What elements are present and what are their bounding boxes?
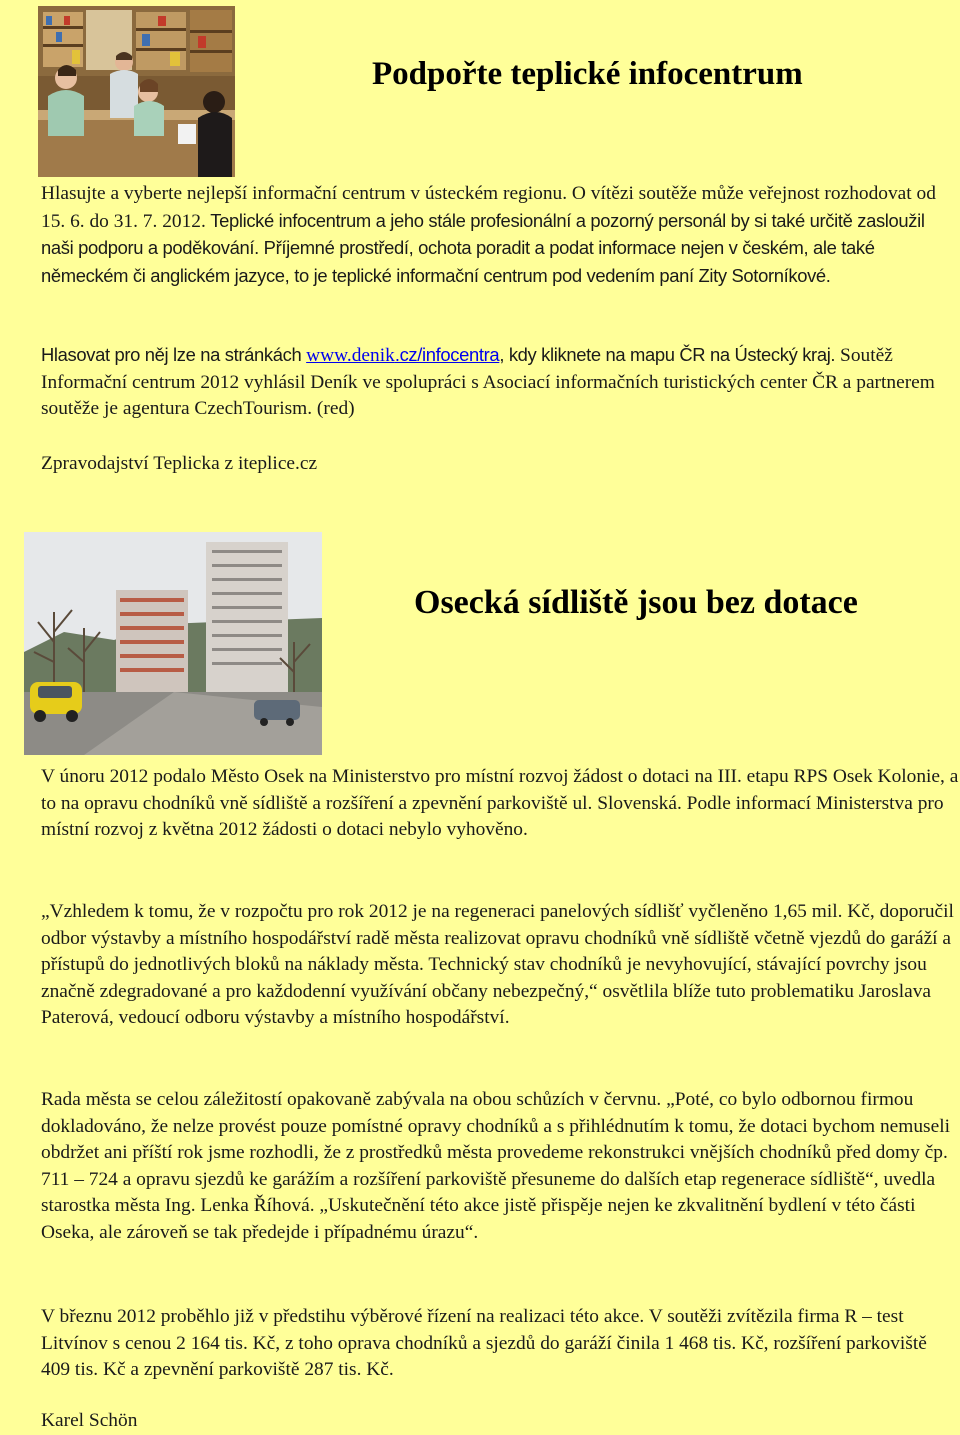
article-title: Osecká sídliště jsou bez dotace xyxy=(414,584,858,621)
article-paragraph: V březnu 2012 proběhlo již v předstihu výběrové řízení na realizaci této akce. V soutěži zvítězila firma R – test Litvínov s cenou 2 164 tis. Kč, z toho oprava chodníků a sjezdů do garáží činila 1 468 tis. Kč, rozšíření parkoviště 409 tis. Kč a zpevnění parkoviště 287 tis. Kč. xyxy=(41,1306,927,1381)
article-text: Hlasujte a vyberte nejlepší informační centrum v ústeckém regionu. O vítězi soutěže může veřejnost rozhodovat od 15. 6. do 31. 7. 2012. xyxy=(41,183,936,232)
article-text: Teplické infocentrum a jeho stále profesionální a pozorný personál by si také určitě zasloužil naši podporu a poděkování. Příjemné prostředí, ochota poradit a podat informace nejen v českém, ale také německém či anglickém jazyce, to je teplické informační centrum pod vedením paní Zity Sotorníkové. xyxy=(41,209,925,286)
article-paragraph: „Vzhledem k tomu, že v rozpočtu pro rok 2012 je na regeneraci panelových sídlišť vyčleněno 1,65 mil. Kč, doporučil odbor výstavby a místního hospodářství radě města realizovat opravu chodníků vně sídliště včetně vjezdů do garáží a přístupů do jednotlivých bloků na náklady města. Technický stav chodníků je nevyhovující, stávající povrchy jsou značně zdegradované a pro každodenní využívání občany nebezpečný,“ osvětlila blíže tuto problematiku Jaroslava Paterová, vedoucí odboru výstavby a místního hospodářství. xyxy=(41,901,954,1029)
article-author: Karel Schön xyxy=(41,1410,138,1431)
article-paragraph xyxy=(41,342,959,423)
housing-estate-photo xyxy=(24,532,322,755)
article-text: Soutěž Informační centrum 2012 vyhlásil Deník ve spolupráci s Asociací informačních turistických center ČR a partnerem soutěže je agentura CzechTourism. (red) xyxy=(41,345,935,420)
article-paragraph xyxy=(41,181,959,290)
article-paragraph: Rada města se celou záležitostí opakovaně zabývala na obou schůzích v červnu. „Poté, co bylo odbornou firmou dokladováno, že nelze provést pouze pomístné opravy chodníků a s přihlédnutím k tomu, že dotaci bychom nemuseli obdržet ani příští rok jsme rozhodli, že z prostředků města provedeme rekonstrukci vnějších chodníků před domy čp. 711 – 724 a opravu sjezdů ke garážím a rozšíření parkoviště přesuneme do dalších etap regenerace sídliště“, uvedla starostka města Ing. Lenka Říhová. „Uskutečnění této akce jistě přispěje nejen ke zkvalitnění bydlení v této části Oseka, ale zároveň se tak předejde i případnému úrazu“. xyxy=(41,1089,950,1243)
infocentre-photo xyxy=(38,6,235,177)
infocentra-link[interactable]: www.denik.cz/infocentra xyxy=(306,344,500,366)
article-text: , kdy kliknete na mapu ČR na Ústecký kraj. xyxy=(499,344,836,365)
article-text: Hlasovat pro něj lze na stránkách xyxy=(41,344,307,365)
article-title: Podpořte teplické infocentrum xyxy=(372,56,803,92)
article-source: Zpravodajství Teplicka z iteplice.cz xyxy=(41,453,318,474)
article-paragraph: V únoru 2012 podalo Město Osek na Ministerstvo pro místní rozvoj žádost o dotaci na III. etapu RPS Osek Kolonie, a to na opravu chodníků vně sídliště a rozšíření a zpevnění parkoviště ul. Slovenská. Podle informací Ministerstva pro místní rozvoj z května 2012 žádosti o dotaci nebylo vyhověno. xyxy=(41,766,959,841)
